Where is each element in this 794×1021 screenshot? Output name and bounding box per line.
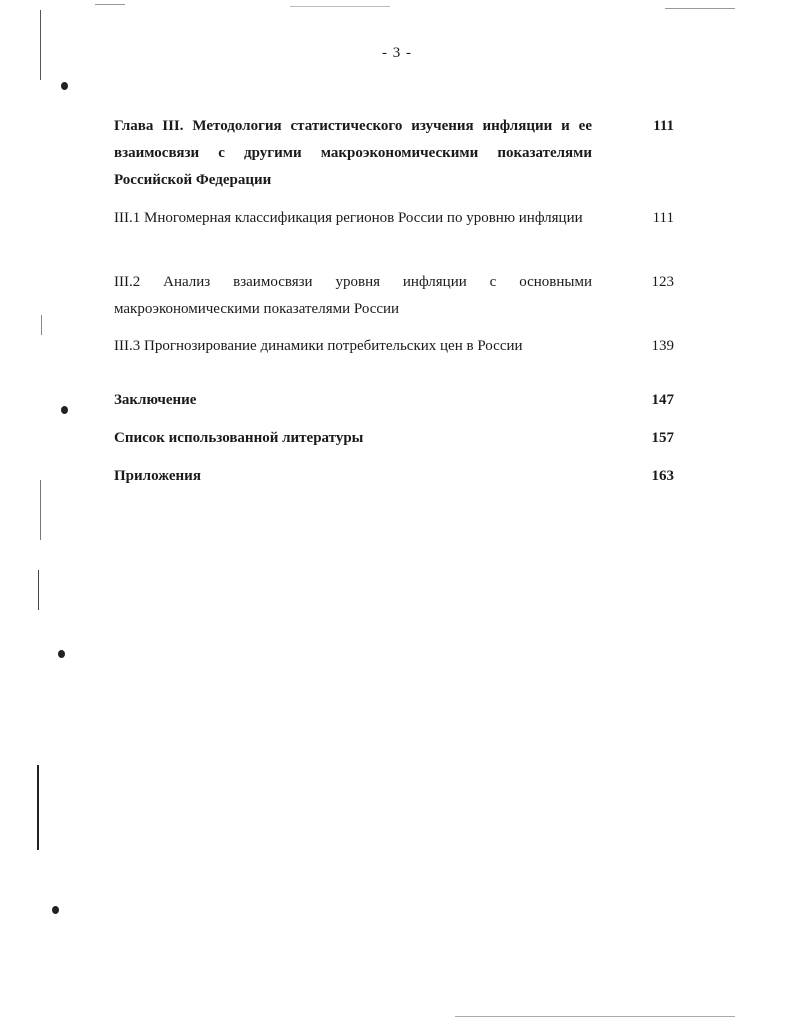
toc-entry-title: Приложения — [114, 468, 201, 484]
toc-entry-title: III.2 Анализ взаимосвязи уровня инфляции с основными макроэкономическими показателями России — [114, 274, 592, 317]
toc-entry-section-3-3[interactable] — [114, 333, 674, 373]
toc-entry-section-3-2[interactable] — [114, 269, 674, 327]
toc-entry-appendix[interactable] — [114, 463, 674, 501]
toc-entry-page: 123 — [651, 274, 674, 290]
scan-bottom-edge — [455, 1016, 735, 1017]
toc-entry-page: 111 — [653, 118, 674, 134]
scan-top-edge-left — [95, 4, 125, 5]
toc-entry-references[interactable] — [114, 425, 674, 463]
toc-entry-page: 163 — [651, 468, 674, 484]
toc-entry-title: III.1 Многомерная классификация регионов России по уровню инфляции — [114, 210, 583, 226]
toc-entry-page: 139 — [651, 338, 674, 354]
table-of-contents — [114, 113, 674, 501]
toc-entry-title: Заключение — [114, 392, 197, 408]
page-number: - 3 - — [382, 45, 412, 61]
punch-hole-4 — [52, 906, 59, 914]
toc-entry-conclusion[interactable] — [114, 387, 674, 425]
punch-hole-2 — [61, 406, 68, 414]
punch-hole-3 — [58, 650, 65, 658]
toc-entry-title: Глава III. Методология статистического изучения инфляции и ее взаимосвязи с другими макроэкономическими показателями Российской Федерации — [114, 118, 592, 188]
punch-hole-1 — [61, 82, 68, 90]
binder-line-bottom — [37, 765, 39, 850]
toc-entry-title: III.3 Прогнозирование динамики потребительских цен в России — [114, 338, 523, 354]
scan-top-edge-right — [665, 8, 735, 9]
toc-entry-page: 157 — [651, 430, 674, 446]
toc-entry-page: 111 — [652, 210, 674, 226]
scan-top-edge-mid — [290, 6, 390, 7]
toc-entry-page: 147 — [651, 392, 674, 408]
toc-entry-section-3-1[interactable] — [114, 205, 674, 263]
binder-line-mid — [41, 315, 42, 335]
binder-line-lower — [40, 480, 41, 540]
toc-entry-title: Список использованной литературы — [114, 430, 364, 446]
toc-entry-chapter-3[interactable] — [114, 113, 674, 199]
binder-line-lower2 — [38, 570, 39, 610]
